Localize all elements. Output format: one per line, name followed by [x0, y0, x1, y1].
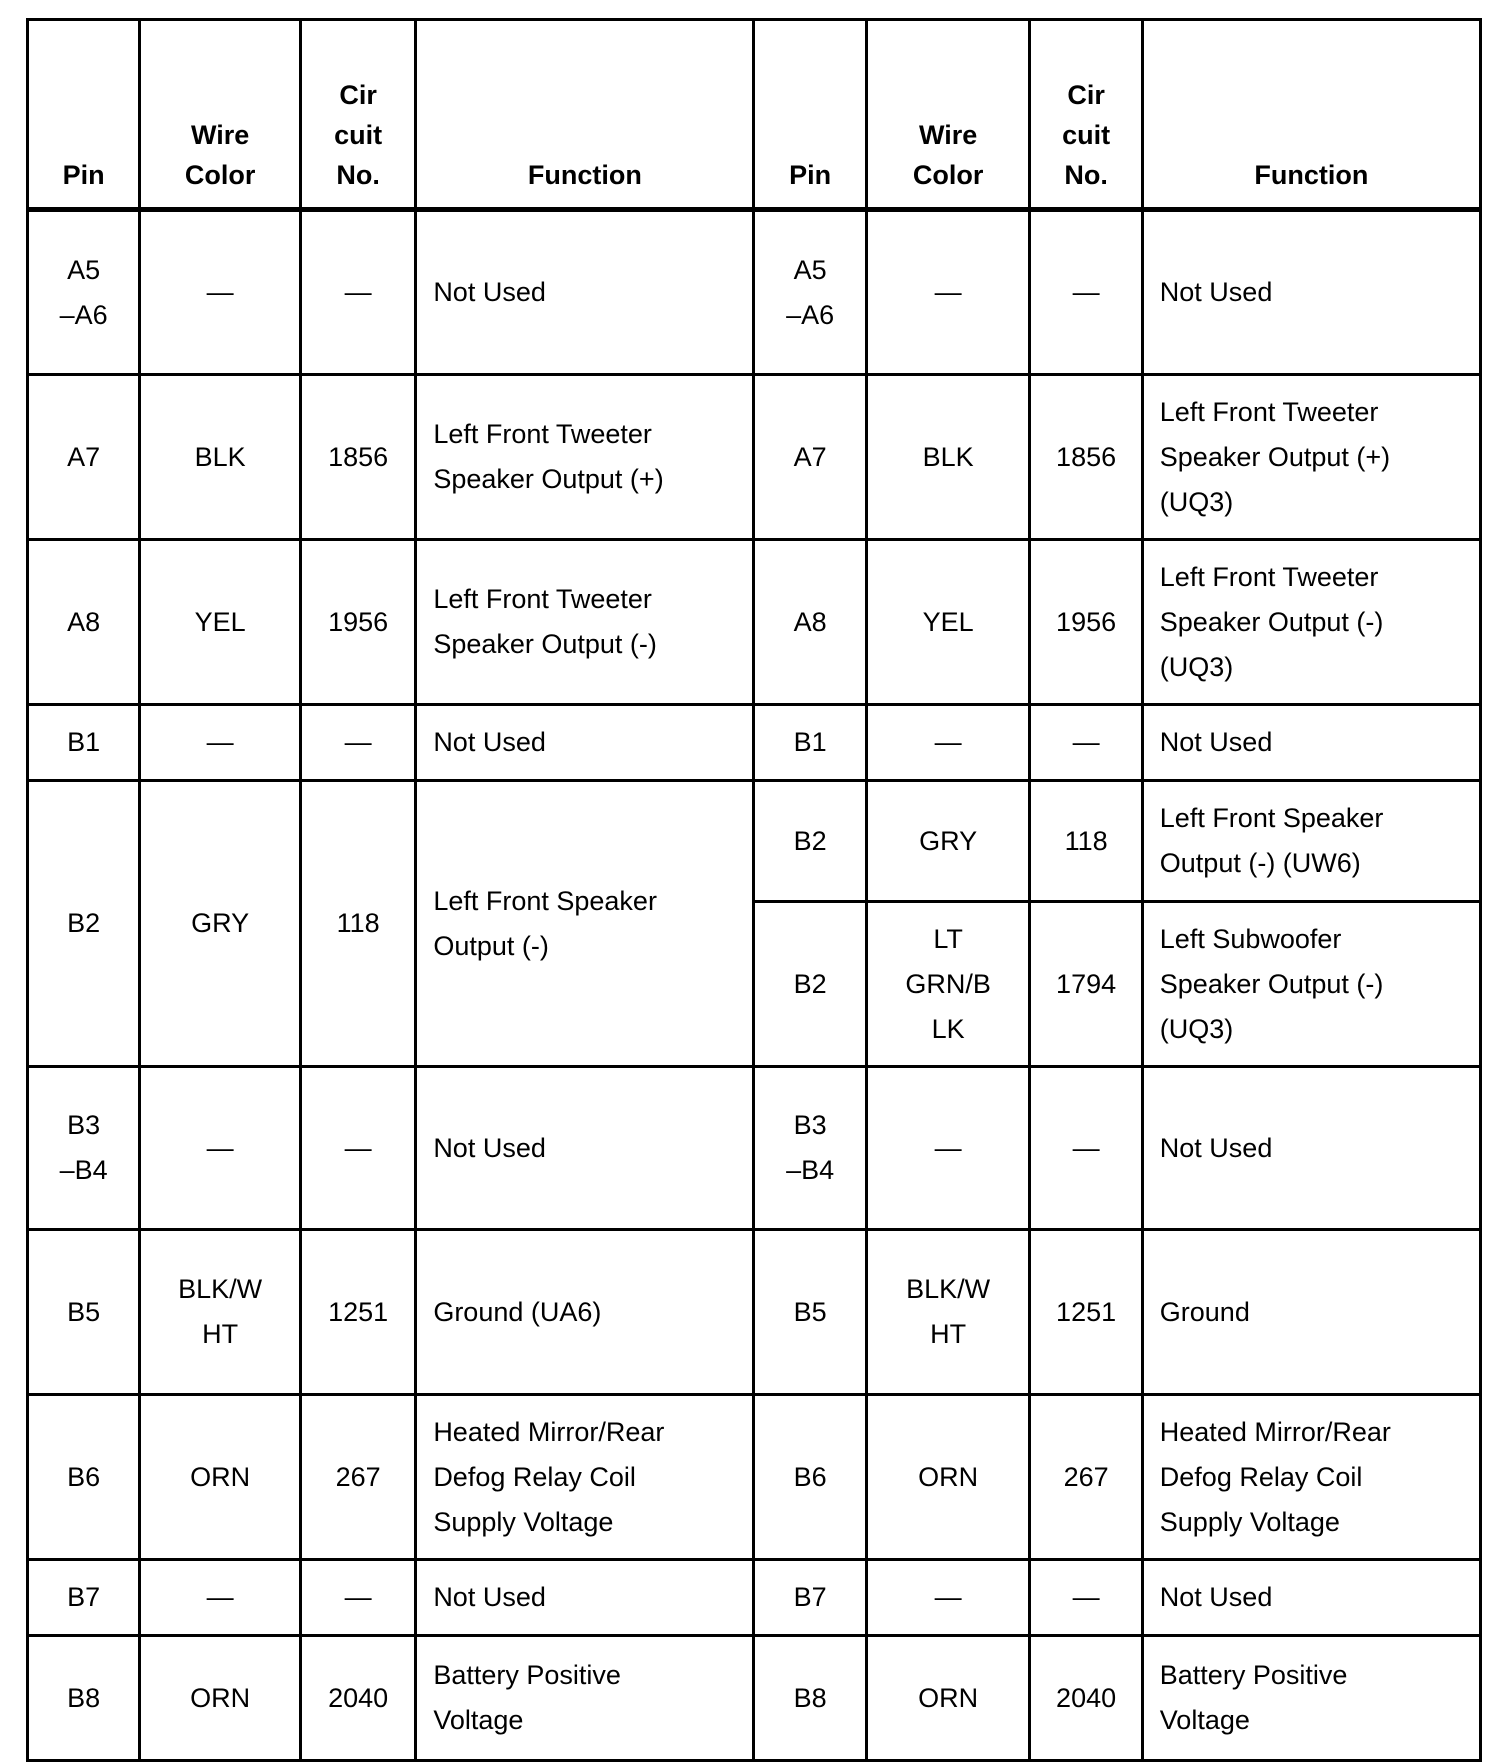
table-row [28, 705, 1481, 781]
table-row [28, 1636, 1481, 1761]
circuit-cell: 1956 [1030, 540, 1142, 705]
circuit-cell: 1856 [1030, 375, 1142, 540]
function-cell: Left Front Tweeter Speaker Output (-) [416, 540, 754, 705]
function-cell: Left Front Speaker Output (-) [416, 781, 754, 1067]
pin-cell: A5 –A6 [754, 210, 866, 375]
function-cell: Battery Positive Voltage [1142, 1636, 1480, 1761]
circuit-cell: 2040 [300, 1636, 415, 1761]
function-cell: Not Used [1142, 1560, 1480, 1636]
wire-color-cell: — [866, 1067, 1030, 1230]
header-circuit-no: Cir cuit No. [300, 20, 415, 210]
pin-cell: B5 [28, 1230, 140, 1395]
wire-color-cell: ORN [140, 1636, 301, 1761]
function-cell: Not Used [1142, 705, 1480, 781]
circuit-cell: — [300, 1067, 415, 1230]
wire-color-cell: ORN [866, 1636, 1030, 1761]
function-cell: Not Used [1142, 210, 1480, 375]
function-cell: Left Subwoofer Speaker Output (-) (UQ3) [1142, 902, 1480, 1067]
function-cell: Not Used [416, 705, 754, 781]
wire-color-cell: GRY [866, 781, 1030, 902]
function-cell: Left Front Tweeter Speaker Output (+) [416, 375, 754, 540]
header-pin: Pin [28, 20, 140, 210]
function-cell: Not Used [416, 210, 754, 375]
function-cell: Left Front Tweeter Speaker Output (-) (UQ3) [1142, 540, 1480, 705]
circuit-cell: 267 [1030, 1395, 1142, 1560]
pin-cell: B2 [754, 781, 866, 902]
table-row [28, 1560, 1481, 1636]
function-cell: Ground [1142, 1230, 1480, 1395]
circuit-cell: 1251 [1030, 1230, 1142, 1395]
function-cell: Left Front Tweeter Speaker Output (+) (UQ3) [1142, 375, 1480, 540]
wire-color-cell: LT GRN/B LK [866, 902, 1030, 1067]
pin-cell: B5 [754, 1230, 866, 1395]
header-function: Function [1142, 20, 1480, 210]
circuit-cell: — [300, 705, 415, 781]
pin-cell: B1 [754, 705, 866, 781]
function-cell: Not Used [416, 1067, 754, 1230]
function-cell: Ground (UA6) [416, 1230, 754, 1395]
pin-cell: B3 –B4 [28, 1067, 140, 1230]
circuit-cell: 118 [1030, 781, 1142, 902]
function-cell: Not Used [416, 1560, 754, 1636]
circuit-cell: — [300, 210, 415, 375]
header-circuit-no: Cir cuit No. [1030, 20, 1142, 210]
header-wire-color: Wire Color [140, 20, 301, 210]
pin-cell: B7 [754, 1560, 866, 1636]
function-cell: Heated Mirror/Rear Defog Relay Coil Supply Voltage [1142, 1395, 1480, 1560]
wire-color-cell: — [140, 1067, 301, 1230]
table-row [28, 210, 1481, 375]
wire-color-cell: — [140, 705, 301, 781]
pin-cell: A8 [28, 540, 140, 705]
table-row [28, 1230, 1481, 1395]
wire-color-cell: — [140, 210, 301, 375]
wire-color-cell: ORN [140, 1395, 301, 1560]
table-row [28, 540, 1481, 705]
wire-color-cell: BLK/W HT [140, 1230, 301, 1395]
wire-color-cell: BLK/W HT [866, 1230, 1030, 1395]
function-cell: Left Front Speaker Output (-) (UW6) [1142, 781, 1480, 902]
header-function: Function [416, 20, 754, 210]
function-cell: Battery Positive Voltage [416, 1636, 754, 1761]
table-row [28, 1395, 1481, 1560]
circuit-cell: 267 [300, 1395, 415, 1560]
pin-cell: A5 –A6 [28, 210, 140, 375]
wire-color-cell: GRY [140, 781, 301, 1067]
circuit-cell: 118 [300, 781, 415, 1067]
circuit-cell: 1251 [300, 1230, 415, 1395]
circuit-cell: 1794 [1030, 902, 1142, 1067]
wire-color-cell: YEL [866, 540, 1030, 705]
pin-cell: B8 [754, 1636, 866, 1761]
circuit-cell: 1856 [300, 375, 415, 540]
function-cell: Not Used [1142, 1067, 1480, 1230]
pin-cell: A7 [28, 375, 140, 540]
pin-cell: B6 [28, 1395, 140, 1560]
circuit-cell: 2040 [1030, 1636, 1142, 1761]
pinout-table [26, 18, 1482, 1762]
circuit-cell: — [1030, 1067, 1142, 1230]
wire-color-cell: BLK [866, 375, 1030, 540]
table-row [28, 781, 1481, 902]
function-cell: Heated Mirror/Rear Defog Relay Coil Supply Voltage [416, 1395, 754, 1560]
header-wire-color: Wire Color [866, 20, 1030, 210]
pin-cell: A8 [754, 540, 866, 705]
wire-color-cell: — [140, 1560, 301, 1636]
circuit-cell: — [300, 1560, 415, 1636]
table-row [28, 375, 1481, 540]
wire-color-cell: — [866, 210, 1030, 375]
circuit-cell: — [1030, 210, 1142, 375]
pin-cell: B2 [28, 781, 140, 1067]
pin-cell: B8 [28, 1636, 140, 1761]
wire-color-cell: YEL [140, 540, 301, 705]
circuit-cell: — [1030, 1560, 1142, 1636]
pin-cell: B2 [754, 902, 866, 1067]
pin-cell: B6 [754, 1395, 866, 1560]
pin-cell: B7 [28, 1560, 140, 1636]
pin-cell: B3 –B4 [754, 1067, 866, 1230]
wire-color-cell: — [866, 1560, 1030, 1636]
circuit-cell: 1956 [300, 540, 415, 705]
header-row [28, 20, 1481, 210]
header-pin: Pin [754, 20, 866, 210]
wire-color-cell: ORN [866, 1395, 1030, 1560]
pin-cell: A7 [754, 375, 866, 540]
wire-color-cell: — [866, 705, 1030, 781]
table-row [28, 1067, 1481, 1230]
pin-cell: B1 [28, 705, 140, 781]
wire-color-cell: BLK [140, 375, 301, 540]
circuit-cell: — [1030, 705, 1142, 781]
